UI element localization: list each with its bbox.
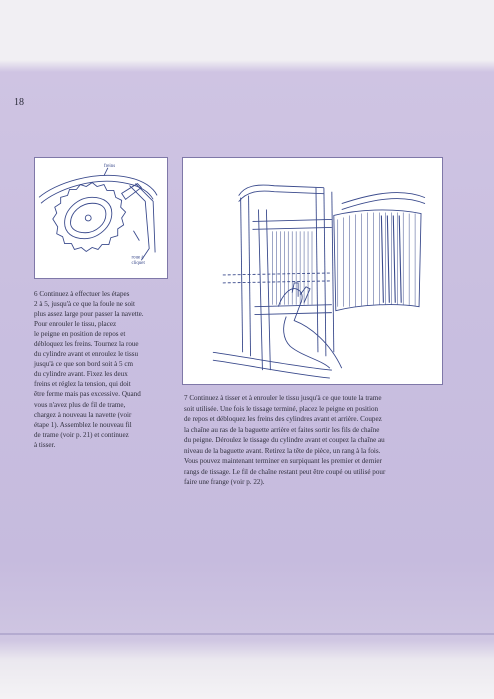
label-roue-line1: roue à bbox=[131, 255, 144, 261]
label-roue-a-cliquet bbox=[131, 255, 145, 266]
label-roue-line2: cliquet bbox=[131, 261, 145, 267]
label-freins: freins bbox=[103, 163, 116, 169]
page-bottom-band bbox=[0, 633, 494, 635]
step-6-instructions: 6 Continuez à effectuer les étapes 2 à 5, jusqu'à ce que la foule ne soit plus assez large pour passer la navette. Pour enrouler le tissu, placez le peigne en position de repos et débloquez les freins. Tournez la roue du cylindre avant et enroulez le tissu jusqu'à ce que son bord soit à 5 cm du cylindre avant. Fixez les deux freins et réglez la tension, qui doit être ferme mais pas excessive. Quand vous n'avez plus de fil de trame, chargez à nouveau la navette (voir étape 1). Assemblez le nouveau fil de trame (voir p. 21) et continuez à tisser. bbox=[34, 290, 144, 449]
loom-weaving-illustration bbox=[182, 157, 443, 385]
step-7-instructions: 7 Continuez à tisser et à enrouler le tissu jusqu'à ce que toute la trame soit utilisée. Une fois le tissage terminé, placez le peigne en position de repos et débloquez les freins des cylindres avant et arrière. Coupez la chaîne au ras de la baguette arrière et faites sortir les fils de chaîne du peigne. Déroulez le tissage du cylindre avant et coupez la chaîne au niveau de la baguette avant. Retirez la tête de pièce, un rang à la fois. Vous pouvez maintenant terminer en surpiquant les premier et dernier rangs de tissage. Le fil de chaîne restant peut être coupé ou utilisé pour faire une frange (voir p. 22). bbox=[184, 394, 386, 487]
page-number: 18 bbox=[14, 97, 24, 108]
ratchet-wheel-illustration bbox=[34, 157, 168, 279]
ratchet-wheel-drawing bbox=[35, 158, 167, 278]
loom-drawing bbox=[183, 158, 442, 384]
